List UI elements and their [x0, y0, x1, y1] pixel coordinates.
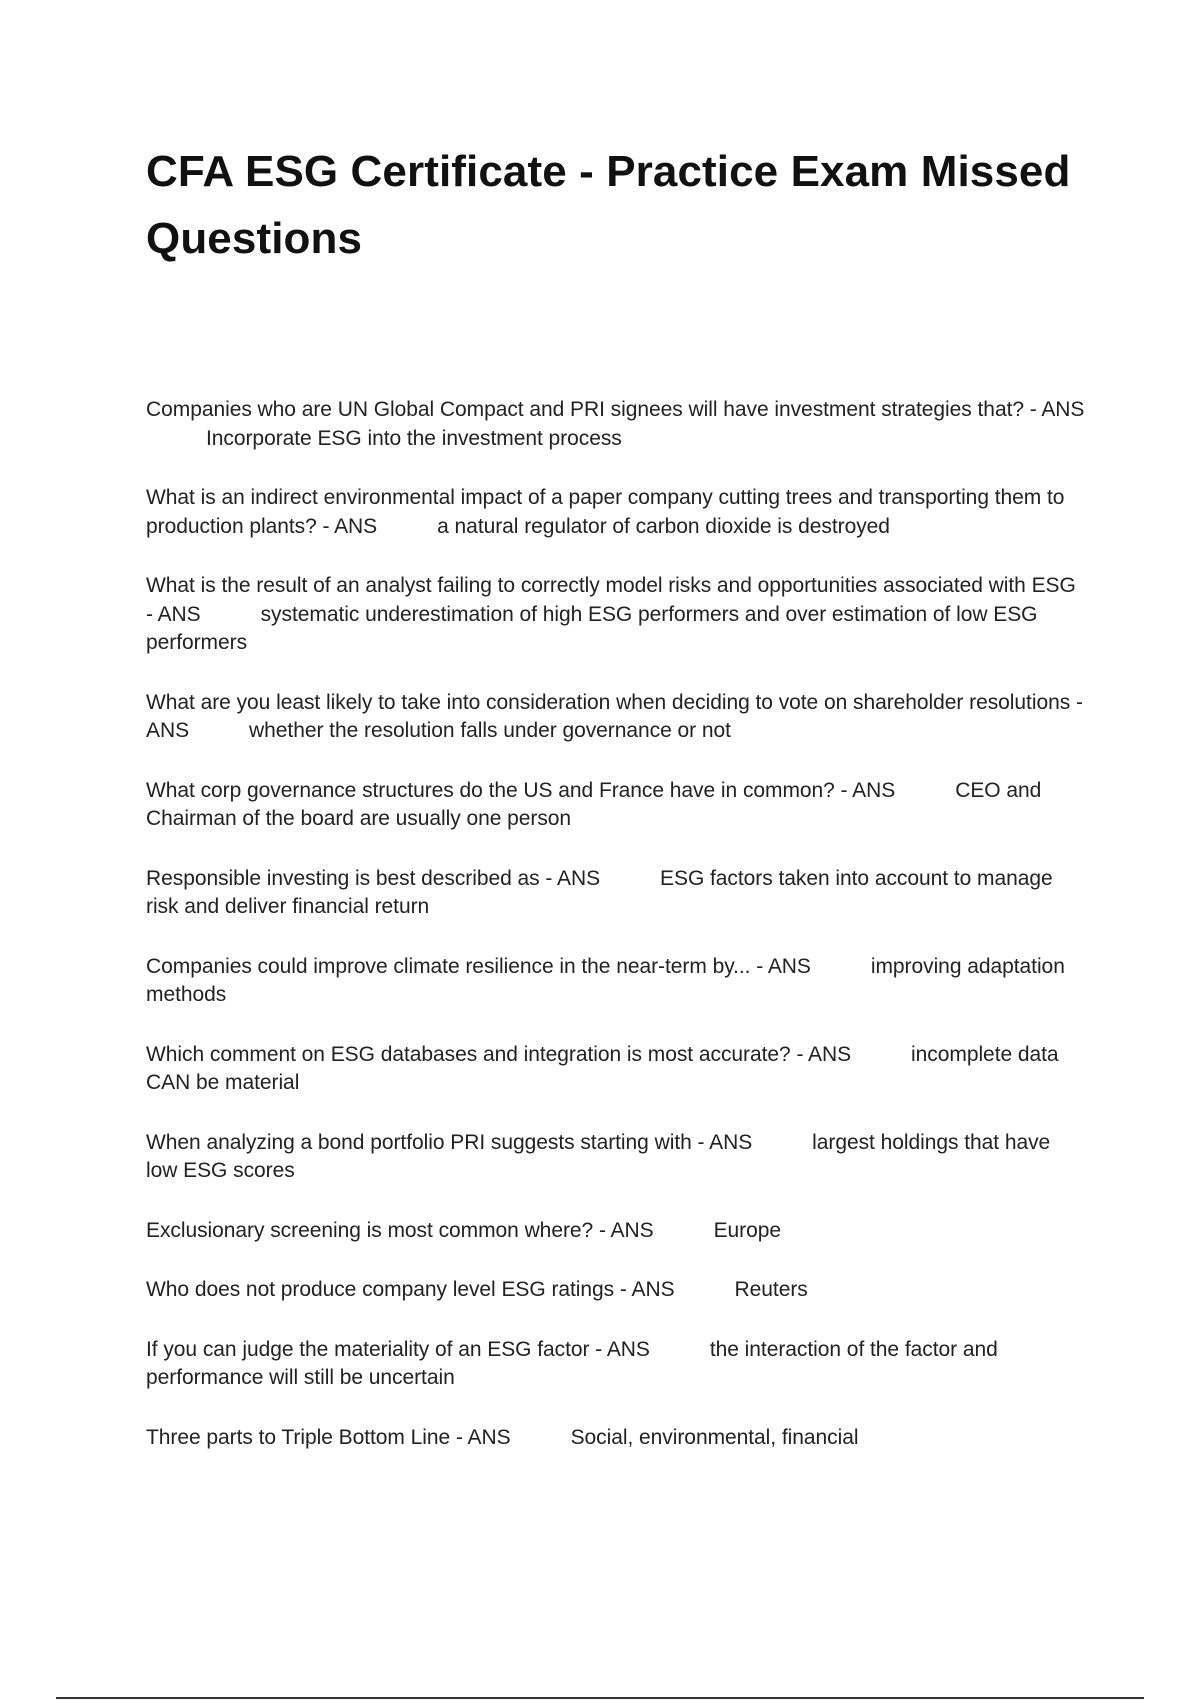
- answer-text: Europe: [713, 1218, 781, 1242]
- qa-item: [146, 1041, 1086, 1098]
- answer-text: Reuters: [734, 1278, 808, 1301]
- question-text: Three parts to Triple Bottom Line: [146, 1425, 451, 1449]
- answer-text: improving adaptation methods: [146, 954, 1065, 1006]
- question-text: Responsible investing is best described as: [146, 866, 540, 890]
- answer-text: Incorporate ESG into the investment process: [206, 426, 622, 450]
- answer-text: ESG factors taken into account to manage risk and deliver financial return: [146, 866, 1053, 918]
- answer-marker: - ANS: [146, 602, 201, 626]
- answer-text: largest holdings that have low ESG scores: [146, 1130, 1051, 1182]
- qa-item: [146, 1336, 1086, 1393]
- qa-item: [146, 777, 1086, 834]
- answer-marker: - ANS: [619, 1278, 675, 1301]
- page-title: CFA ESG Certificate - Practice Exam Missed Questions: [146, 147, 1071, 263]
- question-text: What is the result of an analyst failing to correctly model risks and opportunities associated with ESG: [146, 574, 1076, 597]
- qa-item: [146, 865, 1086, 922]
- question-text: When analyzing a bond portfolio PRI suggests starting with: [146, 1130, 692, 1154]
- answer-marker: - ANS: [598, 1218, 654, 1242]
- answer-marker: - ANS: [545, 866, 601, 890]
- answer-text: incomplete data CAN be material: [146, 1042, 1059, 1094]
- question-text: Which comment on ESG databases and integration is most accurate?: [146, 1042, 791, 1066]
- answer-marker: - ANS: [1029, 398, 1085, 421]
- answer-text: Social, environmental, financial: [570, 1425, 859, 1449]
- question-text: What corp governance structures do the US and France have in common?: [146, 778, 835, 802]
- qa-item: [146, 572, 1086, 658]
- answer-marker: - ANS: [146, 690, 1083, 742]
- answer-text: whether the resolution falls under governance or not: [249, 719, 731, 742]
- qa-item: [146, 484, 1086, 541]
- answer-text: a natural regulator of carbon dioxide is destroyed: [437, 514, 890, 538]
- qa-item: [146, 1276, 1086, 1305]
- qa-item: [146, 1129, 1086, 1186]
- answer-marker: - ANS: [322, 514, 378, 538]
- answer-text: systematic underestimation of high ESG performers and over estimation of low ESG performers: [146, 602, 1038, 654]
- question-text: Companies could improve climate resilience in the near-term by...: [146, 954, 751, 978]
- answer-marker: - ANS: [840, 778, 896, 802]
- answer-marker: - ANS: [455, 1425, 511, 1449]
- question-text: Companies who are UN Global Compact and PRI signees will have investment strategies that?: [146, 398, 1024, 421]
- answer-text: CEO and Chairman of the board are usually one person: [146, 778, 1042, 830]
- qa-list: [146, 396, 1086, 1452]
- qa-item: [146, 953, 1086, 1010]
- answer-marker: - ANS: [756, 954, 811, 978]
- qa-item: [146, 1424, 1086, 1453]
- qa-item: [146, 1217, 1086, 1246]
- question-text: What is an indirect environmental impact of a paper company cutting trees and transporting them to production plants?: [146, 486, 1065, 538]
- question-text: What are you least likely to take into consideration when deciding to vote on shareholder resolutions: [146, 690, 1071, 714]
- question-text: Who does not produce company level ESG ratings: [146, 1278, 615, 1301]
- answer-marker: - ANS: [796, 1042, 852, 1066]
- answer-marker: - ANS: [595, 1337, 650, 1361]
- qa-item: [146, 396, 1086, 453]
- answer-text: the interaction of the factor and performance will still be uncertain: [146, 1337, 998, 1389]
- answer-marker: - ANS: [697, 1130, 753, 1154]
- question-text: If you can judge the materiality of an ESG factor: [146, 1337, 590, 1361]
- footer-divider: [56, 1697, 1144, 1699]
- qa-item: [146, 689, 1086, 746]
- question-text: Exclusionary screening is most common where?: [146, 1218, 594, 1242]
